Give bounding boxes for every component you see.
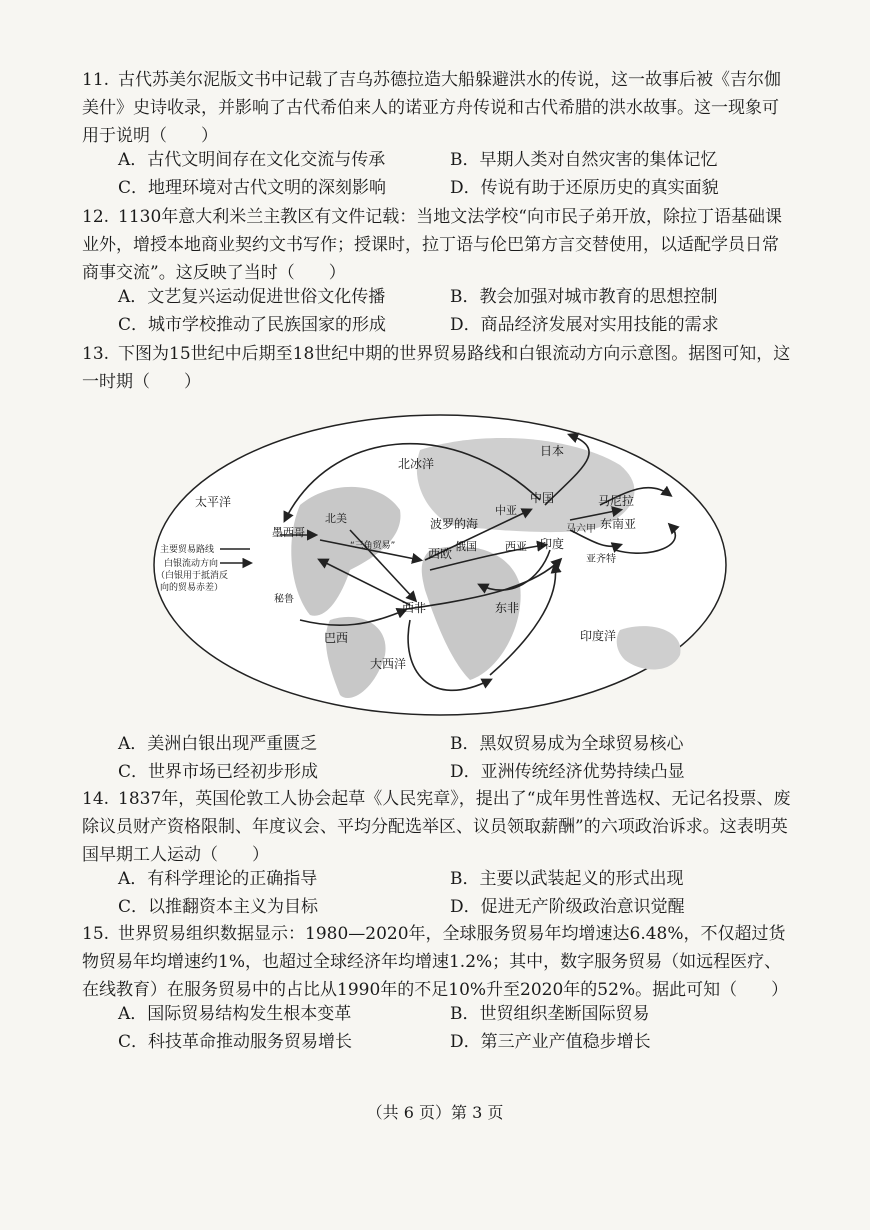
label-atlantic: 大西洋 bbox=[370, 657, 407, 671]
label-baltic: 波罗的海 bbox=[430, 517, 479, 531]
option-c[interactable]: C．城市学校推动了民族国家的形成 bbox=[118, 315, 387, 335]
label-west-asia: 西亚 bbox=[505, 540, 527, 553]
option-b[interactable]: B．教会加强对城市教育的思想控制 bbox=[450, 287, 718, 307]
question-14 bbox=[82, 785, 794, 869]
label-north-america: 北美 bbox=[325, 512, 347, 525]
option-a[interactable]: A．文艺复兴运动促进世俗文化传播 bbox=[118, 287, 386, 307]
option-a[interactable]: A．美洲白银出现严重匮乏 bbox=[118, 734, 318, 754]
question-stem: 下图为15世纪中后期至18世纪中期的世界贸易路线和白银流动方向示意图。据图可知，这一时期（ ） bbox=[82, 344, 791, 392]
question-13 bbox=[82, 340, 794, 396]
question-15 bbox=[82, 920, 794, 1004]
option-c[interactable]: C．世界市场已经初步形成 bbox=[118, 762, 319, 782]
question-number: 15. bbox=[82, 924, 110, 944]
question-stem: 1130年意大利米兰主教区有文件记载：当地文法学校“向市民子弟开放，除拉丁语基础课业外，增授本地商业契约文书写作；授课时，拉丁语与伦巴第方言交替使用，以适配学员日常商事交流”。这反映了当时（ ） bbox=[82, 207, 782, 283]
label-southeast-asia: 东南亚 bbox=[600, 517, 637, 531]
option-a[interactable]: A．古代文明间存在文化交流与传承 bbox=[118, 150, 386, 170]
question-number: 14. bbox=[82, 789, 110, 809]
option-a[interactable]: A．有科学理论的正确指导 bbox=[118, 869, 318, 889]
label-central-asia: 中亚 bbox=[495, 504, 517, 517]
option-d[interactable]: D．商品经济发展对实用技能的需求 bbox=[450, 315, 719, 335]
legend-note-2: 向的贸易赤差） bbox=[160, 583, 224, 593]
option-b[interactable]: B．黑奴贸易成为全球贸易核心 bbox=[450, 734, 684, 754]
label-east-africa: 东非 bbox=[495, 601, 520, 615]
option-b[interactable]: B．主要以武装起义的形式出现 bbox=[450, 869, 684, 889]
label-mexico: 墨西哥 bbox=[272, 526, 305, 539]
label-indian: 印度洋 bbox=[580, 629, 617, 643]
option-c[interactable]: C．科技革命推动服务贸易增长 bbox=[118, 1032, 353, 1052]
label-china: 中国 bbox=[530, 491, 555, 505]
label-peru: 秘鲁 bbox=[274, 594, 294, 605]
question-number: 12. bbox=[82, 207, 110, 227]
question-stem: 世界贸易组织数据显示：1980—2020年，全球服务贸易年均增速达6.48%，不仅超过货物贸易年均增速约1%，也超过全球经济年均增速1.2%；其中，数字服务贸易（如远程医疗、在线教育）在服务贸易中的占比从1990年的不足10%升至2020年的52%。据此可知（ ） bbox=[82, 924, 789, 1000]
option-d[interactable]: D．传说有助于还原历史的真实面貌 bbox=[450, 178, 719, 198]
label-pacific: 太平洋 bbox=[195, 495, 232, 509]
question-stem: 古代苏美尔泥版文书中记载了吉乌苏德拉造大船躲避洪水的传说，这一故事后被《吉尔伽美什》史诗收录，并影响了古代希伯来人的诺亚方舟传说和古代希腊的洪水故事。这一现象可用于说明（ ） bbox=[82, 70, 781, 146]
option-d[interactable]: D．亚洲传统经济优势持续凸显 bbox=[450, 762, 685, 782]
legend-trade-route: 主要贸易路线 bbox=[160, 545, 215, 555]
option-b[interactable]: B．世贸组织垄断国际贸易 bbox=[450, 1004, 650, 1024]
label-west-africa: 西非 bbox=[402, 601, 427, 615]
label-north-ocean: 北冰洋 bbox=[398, 457, 435, 471]
legend-note-1: （白银用于抵消反 bbox=[156, 571, 229, 581]
question-number: 11. bbox=[82, 70, 110, 90]
page-footer: （共 6 页）第 3 页 bbox=[366, 1103, 504, 1122]
label-japan: 日本 bbox=[540, 444, 565, 458]
legend-silver-flow: 白银流动方向 bbox=[164, 559, 219, 569]
question-12 bbox=[82, 203, 794, 287]
label-india: 印度 bbox=[540, 537, 565, 551]
option-d[interactable]: D．促进无产阶级政治意识觉醒 bbox=[450, 897, 685, 917]
question-stem: 1837年，英国伦敦工人协会起草《人民宪章》，提出了“成年男性普选权、无记名投票、废除议员财产资格限制、年度议会、平均分配选举区、议员领取薪酬”的六项政治诉求。这表明英国早期工人运动（ ） bbox=[82, 789, 791, 865]
option-b[interactable]: B．早期人类对自然灾害的集体记忆 bbox=[450, 150, 718, 170]
option-d[interactable]: D．第三产业产值稳步增长 bbox=[450, 1032, 651, 1052]
option-c[interactable]: C．地理环境对古代文明的深刻影响 bbox=[118, 178, 387, 198]
question-11 bbox=[82, 66, 794, 150]
label-triangle-trade: “三角贸易” bbox=[350, 541, 396, 551]
label-malacca: 马六甲 bbox=[566, 524, 596, 535]
option-a[interactable]: A．国际贸易结构发生根本变革 bbox=[118, 1004, 352, 1024]
question-number: 13. bbox=[82, 344, 110, 364]
label-west-europe: 西欧 bbox=[428, 547, 453, 561]
label-batavia: 亚齐特 bbox=[586, 554, 616, 565]
label-brazil: 巴西 bbox=[324, 631, 349, 645]
label-manila: 马尼拉 bbox=[598, 494, 635, 508]
trade-route-map bbox=[150, 410, 730, 720]
label-russia: 俄国 bbox=[455, 540, 477, 553]
option-c[interactable]: C．以推翻资本主义为目标 bbox=[118, 897, 319, 917]
